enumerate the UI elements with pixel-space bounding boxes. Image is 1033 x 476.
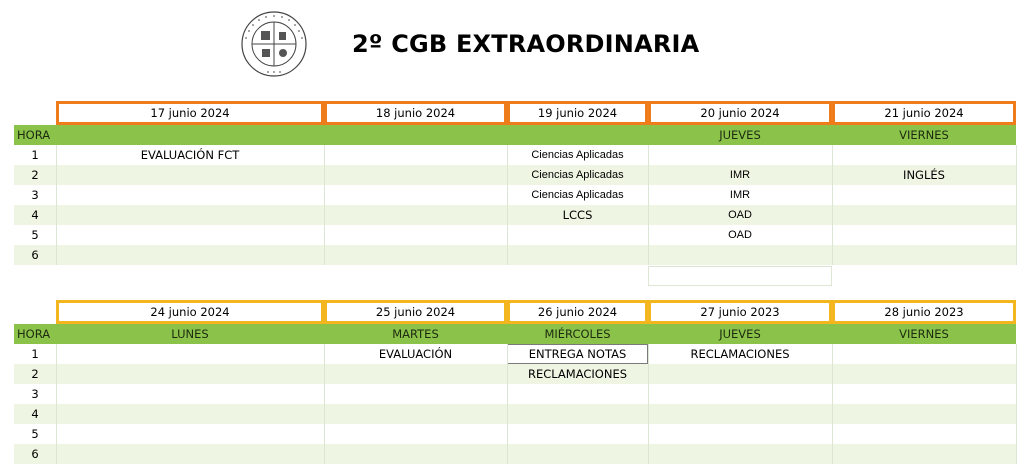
- schedule-cell: [648, 384, 832, 404]
- schedule-cell: [832, 444, 1016, 464]
- hour-number: 4: [14, 205, 56, 225]
- date-header: 18 junio 2024: [324, 101, 507, 125]
- schedule-cell: [324, 145, 507, 165]
- schedule-cell: EVALUACIÓN: [324, 344, 507, 364]
- schedule-cell: [56, 384, 324, 404]
- grid-divider: [324, 145, 325, 265]
- schedule-cell: IMR: [648, 165, 832, 185]
- schedule-cell: [324, 225, 507, 245]
- schedule-cell: INGLÉS: [832, 165, 1016, 185]
- schedule-cell: [507, 404, 648, 424]
- date-header: 17 junio 2024: [56, 101, 324, 125]
- schedule-cell: [56, 404, 324, 424]
- schedule-cell: IMR: [648, 185, 832, 205]
- schedule-cell: [56, 444, 324, 464]
- schedule-cell: Ciencias Aplicadas: [507, 165, 648, 185]
- hora-label: HORA: [17, 327, 51, 341]
- hour-number: 4: [14, 404, 56, 424]
- schedule-cell: [324, 404, 507, 424]
- schedule-cell: [56, 225, 324, 245]
- schedule-cell: RECLAMACIONES: [507, 364, 648, 384]
- grid-divider: [832, 145, 833, 265]
- hour-number: 1: [14, 145, 56, 165]
- grid-divider: [1016, 145, 1017, 265]
- date-header: 28 junio 2023: [832, 300, 1016, 324]
- schedule-cell: OAD: [648, 205, 832, 225]
- schedule-cell: [832, 344, 1016, 364]
- schedule-cell: [648, 444, 832, 464]
- grid-divider: [507, 344, 508, 464]
- hour-number: 5: [14, 225, 56, 245]
- hour-number: 2: [14, 165, 56, 185]
- day-label: VIERNES: [899, 128, 949, 142]
- school-seal-icon: [240, 10, 308, 78]
- date-header: 25 junio 2024: [324, 300, 507, 324]
- schedule-cell: [324, 205, 507, 225]
- grid-divider: [56, 344, 57, 464]
- schedule-cell: EVALUACIÓN FCT: [56, 145, 324, 165]
- schedule-cell: [324, 384, 507, 404]
- day-label: MARTES: [392, 327, 439, 341]
- schedule-cell: [507, 424, 648, 444]
- schedule-cell: [56, 205, 324, 225]
- schedule-cell: [56, 185, 324, 205]
- schedule-cell: [324, 165, 507, 185]
- empty-cell: [648, 266, 832, 286]
- schedule-cell: [324, 444, 507, 464]
- day-label: VIERNES: [899, 327, 949, 341]
- day-label: LUNES: [171, 327, 209, 341]
- date-header: 20 junio 2024: [648, 101, 832, 125]
- schedule-cell: [507, 225, 648, 245]
- grid-divider: [56, 145, 57, 265]
- schedule-cell: [832, 424, 1016, 444]
- schedule-cell: [832, 384, 1016, 404]
- schedule-cell: [648, 404, 832, 424]
- schedule-cell: [324, 245, 507, 265]
- schedule-cell: [324, 185, 507, 205]
- schedule-cell: Ciencias Aplicadas: [507, 145, 648, 165]
- day-label: [56, 125, 324, 145]
- hour-number: 3: [14, 185, 56, 205]
- grid-divider: [832, 344, 833, 464]
- schedule-cell: [832, 245, 1016, 265]
- schedule-cell: LCCS: [507, 205, 648, 225]
- schedule-cell: RECLAMACIONES: [648, 344, 832, 364]
- schedule-cell: [507, 245, 648, 265]
- schedule-cell: ENTREGA NOTAS: [507, 344, 648, 364]
- date-header: 27 junio 2023: [648, 300, 832, 324]
- grid-divider: [648, 344, 649, 464]
- day-label: JUEVES: [719, 128, 761, 142]
- date-header: 24 junio 2024: [56, 300, 324, 324]
- schedule-cell: [648, 245, 832, 265]
- schedule-cell: [56, 165, 324, 185]
- hour-number: 1: [14, 344, 56, 364]
- date-header: 19 junio 2024: [507, 101, 648, 125]
- schedule-cell: [648, 364, 832, 384]
- schedule-cell: Ciencias Aplicadas: [507, 185, 648, 205]
- schedule-cell: [832, 145, 1016, 165]
- schedule-cell: [832, 205, 1016, 225]
- date-header: 21 junio 2024: [832, 101, 1016, 125]
- day-label: [324, 125, 507, 145]
- schedule-cell: [832, 364, 1016, 384]
- schedule-cell: [648, 424, 832, 444]
- page-title: 2º CGB EXTRAORDINARIA: [352, 30, 700, 58]
- hour-number: 5: [14, 424, 56, 444]
- hora-label: HORA: [17, 128, 51, 142]
- schedule-cell: [56, 344, 324, 364]
- schedule-cell: [648, 145, 832, 165]
- hour-number: 6: [14, 444, 56, 464]
- schedule-cell: [56, 424, 324, 444]
- day-label: [507, 125, 648, 145]
- schedule-cell: [832, 404, 1016, 424]
- hour-number: 3: [14, 384, 56, 404]
- grid-divider: [324, 344, 325, 464]
- day-label: JUEVES: [719, 327, 761, 341]
- grid-divider: [1016, 344, 1017, 464]
- schedule-cell: [507, 384, 648, 404]
- grid-divider: [507, 145, 508, 265]
- schedule-cell: [324, 424, 507, 444]
- schedule-cell: [56, 364, 324, 384]
- schedule-cell: [832, 185, 1016, 205]
- schedule-cell: OAD: [648, 225, 832, 245]
- day-label: MIÉRCOLES: [544, 327, 611, 341]
- schedule-cell: [324, 364, 507, 384]
- hour-number: 6: [14, 245, 56, 265]
- date-header: 26 junio 2024: [507, 300, 648, 324]
- grid-divider: [648, 145, 649, 265]
- schedule-cell: [56, 245, 324, 265]
- hour-number: 2: [14, 364, 56, 384]
- schedule-cell: [832, 225, 1016, 245]
- schedule-cell: [507, 444, 648, 464]
